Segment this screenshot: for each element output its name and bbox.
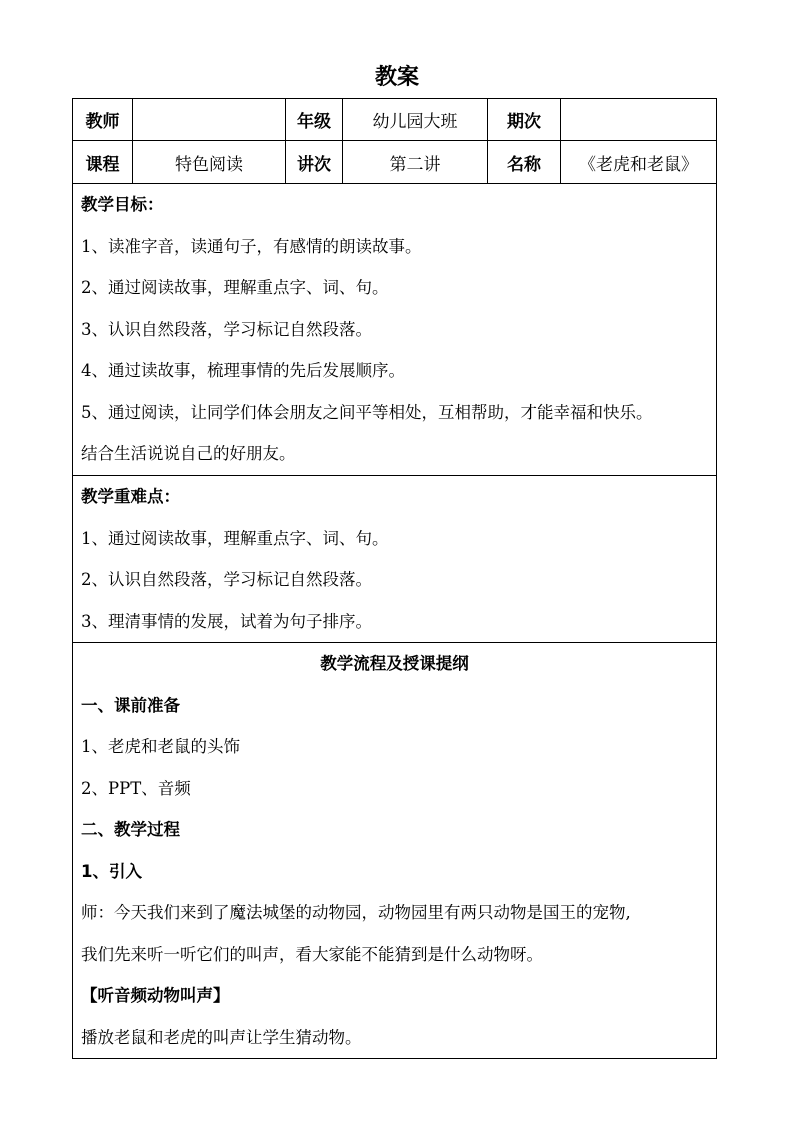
key-point-item: 1、通过阅读故事，理解重点字、词、句。 [81,528,389,548]
lecture-label: 讲次 [286,141,343,184]
teacher-label: 教师 [73,99,133,141]
teach-heading: 二、教学过程 [81,820,180,839]
objective-item: 5、通过阅读，让同学们体会朋友之间平等相处，互相帮助，才能幸福和快乐。 [81,402,653,422]
document-title: 教案 [374,65,419,90]
key-point-item: 2、认识自然段落，学习标记自然段落。 [81,570,372,589]
key-points-section [73,476,717,643]
header-row-1 [73,99,717,141]
key-points-row [73,476,717,643]
objective-item: 4、通过读故事，梳理事情的先后发展顺序。 [81,361,405,380]
header-row-2 [73,141,717,184]
name-value: 《老虎和老鼠》 [561,141,717,184]
objectives-section [73,184,717,476]
key-point-item: 3、理清事情的发展，试着为句子排序。 [81,611,372,631]
period-value [561,99,717,141]
objective-item: 2、通过阅读故事，理解重点字、词、句。 [81,278,389,297]
course-label: 课程 [73,141,133,184]
objective-item: 3、认识自然段落，学习标记自然段落。 [81,319,372,339]
step1-line: 师：今天我们来到了魔法城堡的动物园，动物园里有两只动物是国王的宠物, [81,903,631,922]
objective-item: 1、读准字音，读通句子，有感情的朗读故事。 [81,236,422,256]
step1-heading: 1、引入 [81,861,142,881]
objectives-heading: 教学目标： [81,195,164,214]
key-points-heading: 教学重难点： [81,487,180,506]
audio-heading: 【听音频动物叫声】 [81,986,230,1005]
objective-item: 结合生活说说自己的好朋友。 [81,444,296,463]
lesson-plan-table [72,98,717,1059]
process-section [73,643,717,1059]
process-row [73,643,717,1059]
prep-item: 2、PPT、音频 [81,778,191,798]
step1-line: 我们先来听一听它们的叫声，看大家能不能猜到是什么动物呀。 [81,944,543,964]
grade-label: 年级 [286,99,343,141]
name-label: 名称 [488,141,561,184]
audio-line: 播放老鼠和老虎的叫声让学生猜动物。 [81,1027,362,1047]
prep-heading: 一、课前准备 [81,695,180,715]
lecture-value: 第二讲 [343,141,488,184]
period-label: 期次 [488,99,561,141]
teacher-value [133,99,286,141]
grade-value: 幼儿园大班 [343,99,488,141]
process-heading: 教学流程及授课提纲 [320,654,469,673]
prep-item: 1、老虎和老鼠的头饰 [81,737,240,756]
objectives-row [73,184,717,476]
course-value: 特色阅读 [133,141,286,184]
